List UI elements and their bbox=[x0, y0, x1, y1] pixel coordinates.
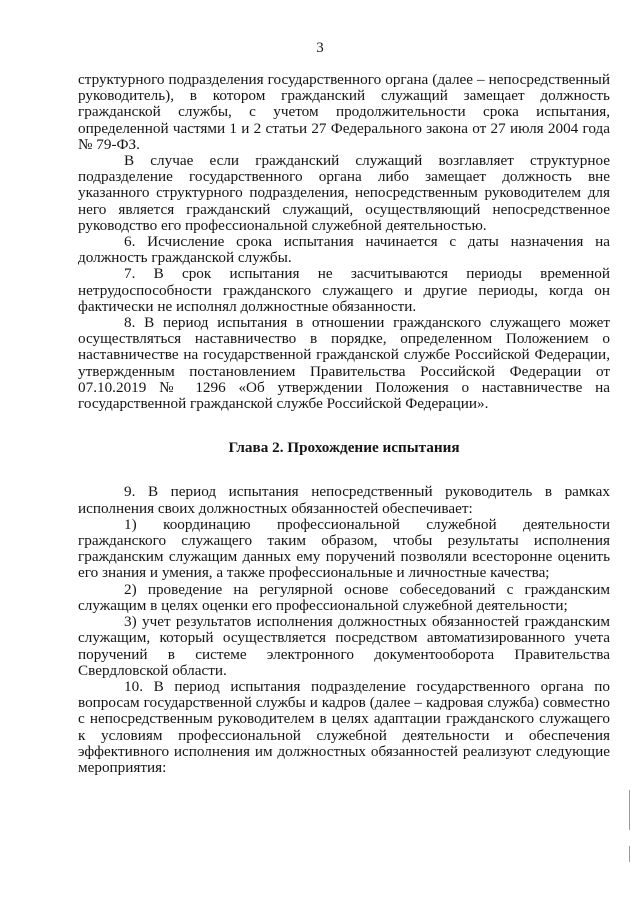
page-number: 3 bbox=[316, 40, 324, 56]
chapter-heading: Глава 2. Прохождение испытания bbox=[228, 439, 460, 457]
paragraph-subitem-2: 2) проведение на регулярной основе собеседований с гражданским служащим в целях оценки его профессиональной служебной деятельности; bbox=[78, 580, 610, 614]
paragraph-head-of-subdivision: В случае если гражданский служащий возглавляет структурное подразделение государственного органа либо замещает должность вне указанного структурного подразделения, непосредственным руководителем для него является гражданский служащий, осуществляющий непосредственное руководство его профессиональной служебной деятельностью. bbox=[78, 152, 610, 234]
paragraph-item-10: 10. В период испытания подразделение государственного органа по вопросам государственной службы и кадров (далее – кадровая служба) совместно с непосредственным руководителем в целях адаптации гражданского служащего к условиям профессиональной служебной деятельности и обеспечения эффективного исполнения им должностных обязанностей реализуют следующие мероприятия: bbox=[78, 677, 610, 776]
paragraph-item-9: 9. В период испытания непосредственный руководитель в рамках исполнения своих должностных обязанностей обеспечивает: bbox=[78, 483, 610, 517]
paragraph-subitem-1: 1) координацию профессиональной служебной деятельности гражданского служащего таким образом, чтобы результаты исполнения гражданским служащим данных ему поручений позволяли всесторонне оценить его знания и умения, а также профессиональные и личностные качества; bbox=[78, 515, 610, 582]
document-body bbox=[78, 72, 610, 776]
paragraph-item-6: 6. Исчисление срока испытания начинается с даты назначения на должность гражданской службы. bbox=[78, 233, 610, 267]
scan-edge-mark bbox=[629, 846, 630, 862]
paragraph-item-8: 8. В период испытания в отношении гражданского служащего может осуществляться наставничество в порядке, определенном Положением о наставничестве на государственной гражданской службе Российской Федерации, утвержденным постановлением Правительства Российской Федерации от 07.10.2019 № 1296 «Об утверждении Положения о наставничестве на государственной гражданской службе Российской Федерации». bbox=[78, 314, 610, 413]
paragraph-item-7: 7. В срок испытания не засчитываются периоды временной нетрудоспособности гражданского служащего и другие периоды, когда он фактически не исполнял должностные обязанности. bbox=[78, 265, 610, 315]
paragraph-continuation: структурного подразделения государственного органа (далее – непосредственный руководитель), в котором гражданский служащий замещает должность гражданской службы, с учетом продолжительности срока испытания, определенной частями 1 и 2 статьи 27 Федерального закона от 27 июля 2004 года № 79-ФЗ. bbox=[78, 71, 610, 153]
paragraph-subitem-3: 3) учет результатов исполнения должностных обязанностей гражданским служащим, который осуществляется посредством автоматизированного учета поручений в системе электронного документооборота Правительства Свердловской области. bbox=[78, 613, 610, 679]
scan-edge-mark bbox=[629, 790, 630, 830]
